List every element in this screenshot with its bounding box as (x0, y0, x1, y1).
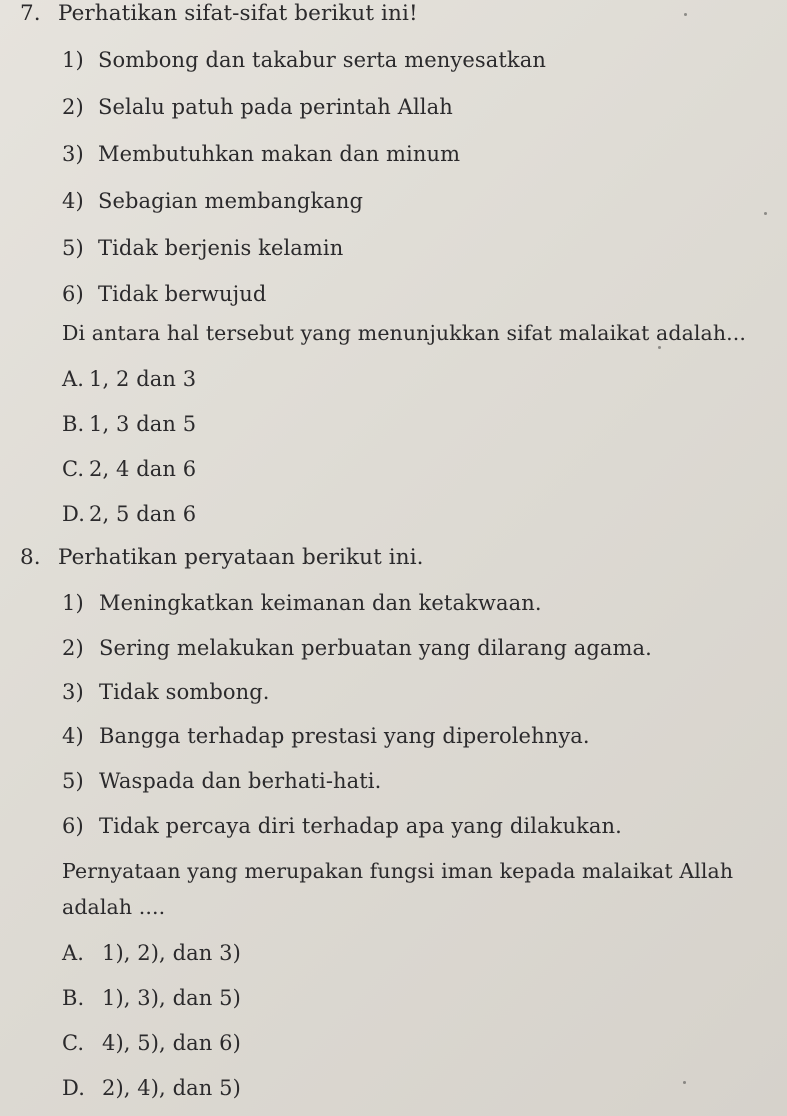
option-label: A. (62, 367, 85, 391)
list-item (62, 47, 546, 73)
list-item (62, 813, 622, 839)
item-number: 5) (62, 769, 84, 793)
question-7-title (20, 1, 418, 27)
question-8-prompt-line-1: Pernyataan yang merupakan fungsi iman kepada malaikat Allah (62, 859, 734, 883)
list-item (62, 723, 590, 749)
item-number: 1) (62, 591, 84, 615)
item-text: Sering melakukan perbuatan yang dilarang agama. (99, 636, 652, 660)
answer-option-b[interactable] (62, 411, 196, 437)
option-text: 1, 3 dan 5 (89, 412, 197, 436)
list-item (62, 94, 453, 120)
item-text: Tidak percaya diri terhadap apa yang dilakukan. (99, 814, 622, 838)
question-7-prompt: Di antara hal tersebut yang menunjukkan sifat malaikat adalah... (62, 321, 747, 345)
list-item (62, 590, 542, 616)
item-text: Tidak berwujud (98, 282, 267, 306)
item-text: Sebagian membangkang (98, 189, 364, 213)
list-item (62, 188, 363, 214)
item-text: Membutuhkan makan dan minum (98, 142, 461, 166)
item-text: Sombong dan takabur serta menyesatkan (98, 48, 546, 72)
item-number: 2) (62, 95, 84, 119)
answer-option-b[interactable] (62, 985, 241, 1011)
list-item (62, 141, 460, 167)
item-text: Tidak sombong. (99, 680, 270, 704)
question-title-text: Perhatikan peryataan berikut ini. (58, 545, 424, 570)
list-item (62, 281, 266, 307)
question-title-text: Perhatikan sifat-sifat berikut ini! (58, 1, 418, 26)
question-8-title (20, 545, 424, 571)
item-number: 2) (62, 636, 84, 660)
option-label: D. (62, 1076, 85, 1100)
question-number: 7. (20, 1, 41, 26)
paper-speck (658, 346, 661, 349)
item-number: 4) (62, 724, 84, 748)
option-label: B. (62, 986, 85, 1010)
item-text: Bangga terhadap prestasi yang diperolehnya. (99, 724, 590, 748)
item-number: 1) (62, 48, 84, 72)
paper-speck (683, 1081, 686, 1084)
item-number: 4) (62, 189, 84, 213)
answer-option-a[interactable] (62, 366, 196, 392)
option-label: A. (62, 941, 85, 965)
list-item (62, 768, 381, 794)
option-text: 1, 2 dan 3 (89, 367, 197, 391)
list-item (62, 679, 270, 705)
option-label: C. (62, 1031, 85, 1055)
option-label: D. (62, 502, 85, 526)
option-text: 4), 5), dan 6) (102, 1031, 241, 1055)
item-text: Tidak berjenis kelamin (98, 236, 344, 260)
item-number: 6) (62, 814, 84, 838)
answer-option-a[interactable] (62, 940, 241, 966)
item-number: 6) (62, 282, 84, 306)
option-text: 2), 4), dan 5) (102, 1076, 241, 1100)
item-text: Waspada dan berhati-hati. (99, 769, 382, 793)
answer-option-d[interactable] (62, 501, 196, 527)
option-label: C. (62, 457, 85, 481)
answer-option-c[interactable] (62, 456, 196, 482)
answer-option-d[interactable] (62, 1075, 241, 1101)
option-text: 2, 5 dan 6 (89, 502, 197, 526)
paper-speck (764, 212, 767, 215)
option-text: 2, 4 dan 6 (89, 457, 197, 481)
list-item (62, 235, 343, 261)
item-number: 5) (62, 236, 84, 260)
option-label: B. (62, 412, 85, 436)
option-text: 1), 2), dan 3) (102, 941, 241, 965)
item-number: 3) (62, 142, 84, 166)
question-number: 8. (20, 545, 41, 570)
item-text: Selalu patuh pada perintah Allah (98, 95, 453, 119)
answer-option-c[interactable] (62, 1030, 241, 1056)
item-text: Meningkatkan keimanan dan ketakwaan. (99, 591, 542, 615)
item-number: 3) (62, 680, 84, 704)
option-text: 1), 3), dan 5) (102, 986, 241, 1010)
paper-speck (684, 13, 687, 16)
question-8-prompt-line-2: adalah .... (62, 895, 166, 919)
list-item (62, 635, 652, 661)
